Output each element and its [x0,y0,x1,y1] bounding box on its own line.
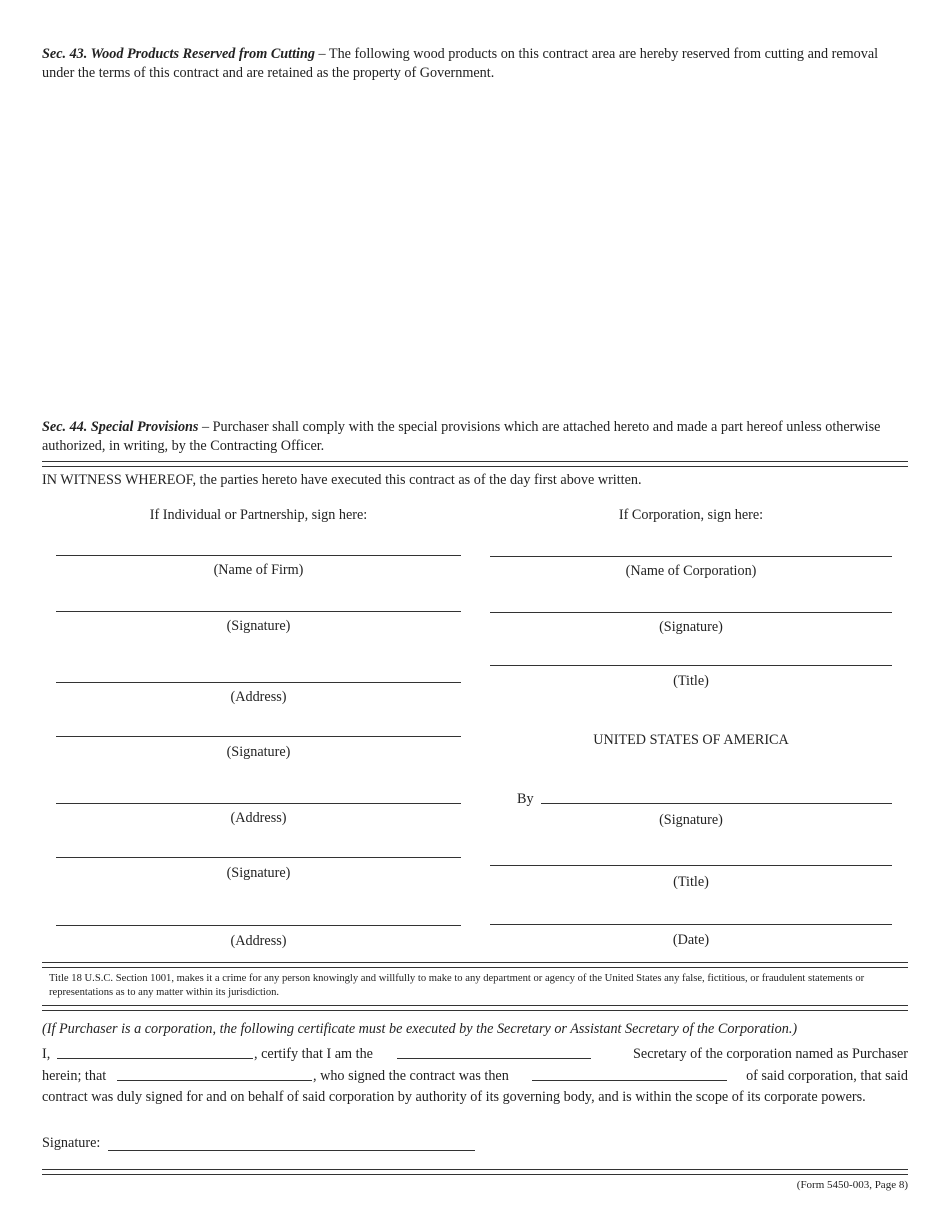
individual-address-label-1: (Address) [230,689,287,705]
individual-signature-label-1: (Signature) [226,618,291,634]
individual-signature-line-3[interactable] [56,857,461,858]
certificate-line-1 [42,1045,908,1064]
individual-signature-line-1[interactable] [56,611,461,612]
cert-text-signed: , who signed the contract was then [313,1068,509,1084]
corporation-name-label: (Name of Corporation) [625,563,757,579]
certificate-signature-label: Signature: [42,1135,101,1151]
usa-signature-line[interactable] [541,803,892,804]
by-label: By [517,791,534,807]
cert-text-of-said: of said corporation, that said [746,1068,908,1084]
individual-address-label-3: (Address) [230,933,287,949]
form-footer: (Form 5450-003, Page 8) [796,1179,908,1191]
cert-text-secretary: Secretary of the corporation named as Purchaser [633,1046,908,1062]
corporation-name-line[interactable] [490,556,892,557]
corporation-heading: If Corporation, sign here: [618,507,764,523]
footer-divider [42,1169,908,1175]
individual-signature-line-2[interactable] [56,736,461,737]
certificate-signature-line[interactable] [108,1150,475,1151]
signer-name-blank[interactable] [117,1080,312,1081]
corporation-title-label: (Title) [673,673,709,689]
individual-address-label-2: (Address) [230,810,287,826]
certificate-line-3: contract was duly signed for and on behalf of said corporation by authority of its governing body, and is within the scope of its corporate powers. [42,1089,866,1105]
certifier-name-blank[interactable] [57,1058,253,1059]
individual-address-line-3[interactable] [56,925,461,926]
notice-top-divider [42,962,908,968]
individual-heading: If Individual or Partnership, sign here: [149,507,368,523]
usa-title-line[interactable] [490,865,892,866]
individual-address-line-2[interactable] [56,803,461,804]
cert-text-i: I, [42,1046,51,1062]
corporation-signature-line[interactable] [490,612,892,613]
usa-title-label: (Title) [673,874,709,890]
sec43-text: – The following wood products on this contract area are hereby reserved from cutting and removal under the terms of this contract and are retained as the property of Government. [42,46,879,81]
individual-signature-label-2: (Signature) [226,744,291,760]
individual-signature-label-3: (Signature) [226,865,291,881]
notice-bottom-divider [42,1005,908,1011]
legal-notice: Title 18 U.S.C. Section 1001, makes it a crime for any person knowingly and willfully to make to any department or agency of the United States any false, fictitious, or fraudulent statements or representations as to any matter within its jurisdiction. [49,973,865,998]
date-line[interactable] [490,924,892,925]
certificate-line-2 [42,1067,908,1086]
sec44-heading: Sec. 44. Special Provisions [42,419,199,435]
usa-heading: UNITED STATES OF AMERICA [593,732,789,748]
sec43-heading: Sec. 43. Wood Products Reserved from Cutting [42,46,315,62]
usa-signature-label: (Signature) [659,812,723,828]
sec44-text: – Purchaser shall comply with the special provisions which are attached hereto and made a part hereof unless otherwise authorized, in writing, by the Contracting Officer. [42,419,881,454]
section-divider [42,461,908,467]
signer-title-blank[interactable] [532,1080,727,1081]
certificate-intro: (If Purchaser is a corporation, the following certificate must be executed by the Secretary or Assistant Secretary of the Corporation.) [42,1021,798,1037]
firm-name-label: (Name of Firm) [213,562,304,578]
firm-name-line[interactable] [56,555,461,556]
corporation-title-line[interactable] [490,665,892,666]
corporation-signature-label: (Signature) [659,619,723,635]
cert-text-certify: , certify that I am the [254,1046,373,1062]
individual-address-line-1[interactable] [56,682,461,683]
sec43-paragraph [42,45,908,83]
cert-text-herein: herein; that [42,1068,107,1084]
secretary-type-blank[interactable] [397,1058,591,1059]
witness-statement: IN WITNESS WHEREOF, the parties hereto have executed this contract as of the day first above written. [42,472,642,488]
sec44-paragraph [42,418,908,456]
date-label: (Date) [672,932,710,948]
